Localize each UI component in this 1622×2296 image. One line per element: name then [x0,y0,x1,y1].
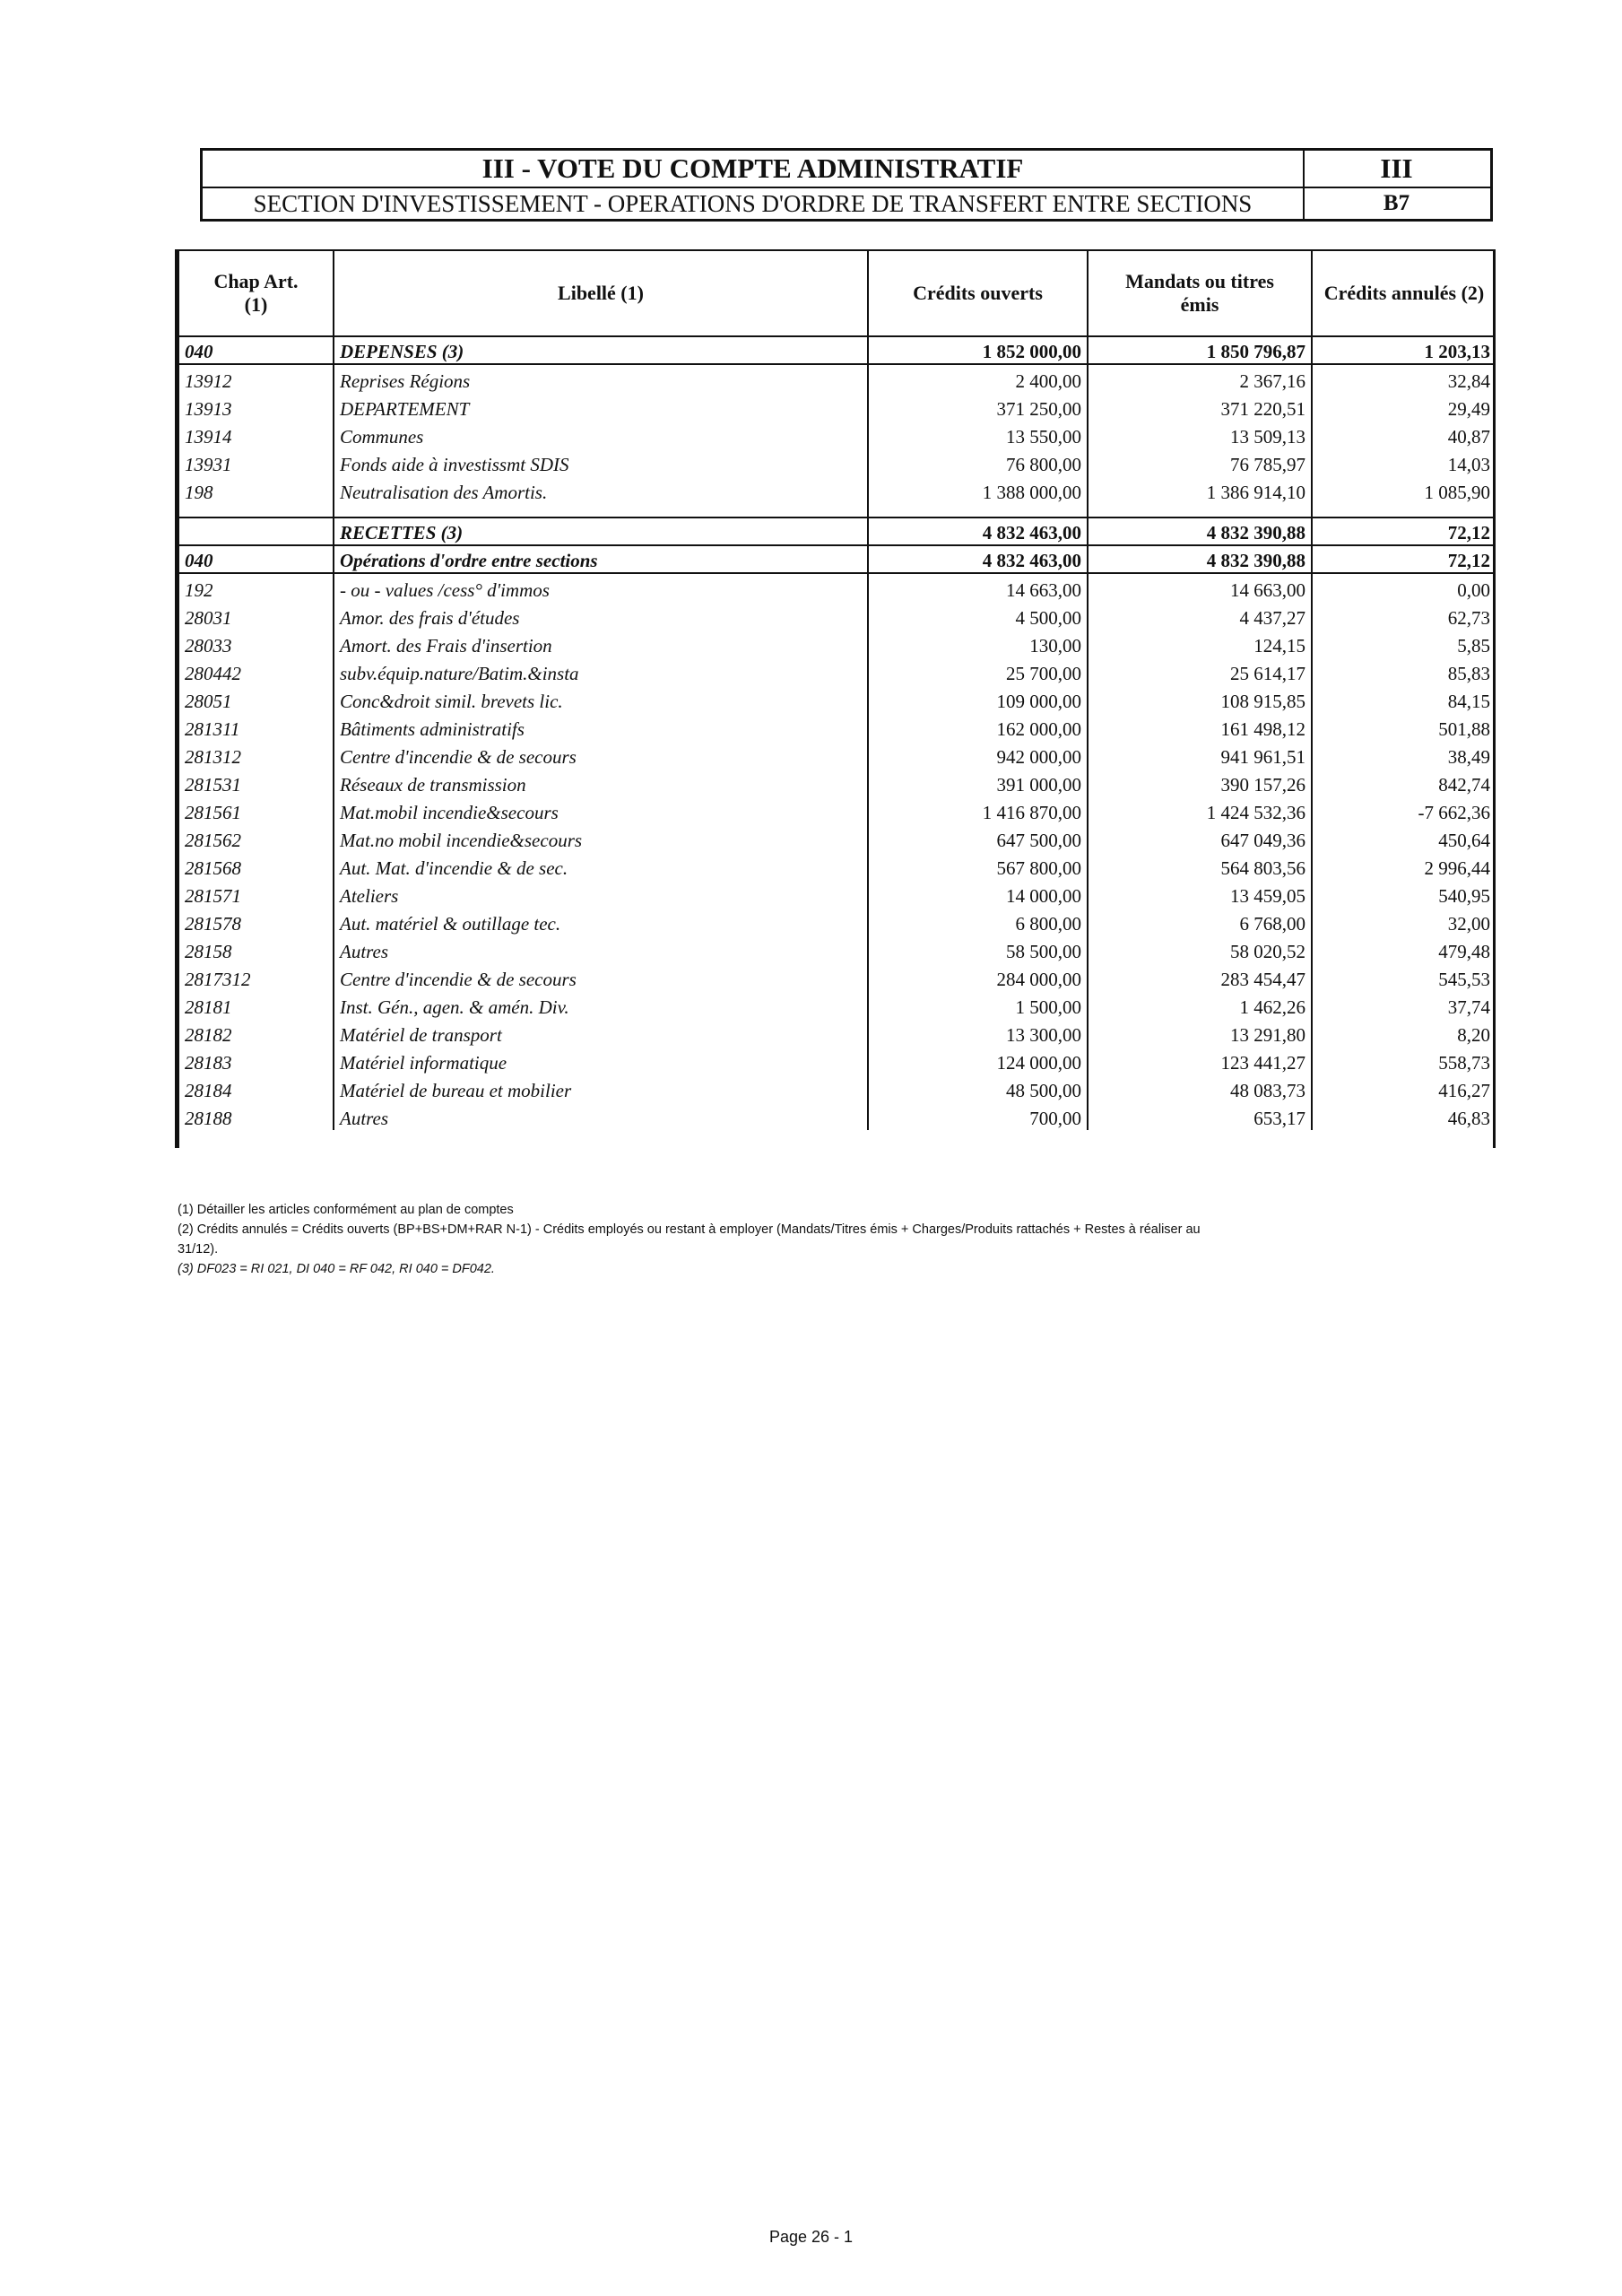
row-code: 28158 [179,935,334,963]
row-code: 281578 [179,908,334,935]
row-mandats: 1 386 914,10 [1088,476,1312,504]
row-ouverts: 391 000,00 [868,769,1088,796]
row-ouverts: 942 000,00 [868,741,1088,769]
table-row [179,991,1496,1019]
row-code: 13913 [179,393,334,421]
col-credits-ouverts: Crédits ouverts [868,251,1088,336]
row-ouverts: 700,00 [868,1102,1088,1130]
row-label: Matériel de transport [334,1019,868,1047]
page-number: Page 26 - 1 [768,2228,854,2246]
row-label: Neutralisation des Amortis. [334,476,868,504]
document-title: III - VOTE DU COMPTE ADMINISTRATIF [203,151,1303,188]
depenses-annules: 1 203,13 [1312,336,1496,364]
row-annules: 842,74 [1438,774,1490,796]
table-row [179,573,1496,602]
header-main [203,151,1305,219]
row-ouverts: 25 700,00 [868,657,1088,685]
footnotes [178,1200,1451,1279]
row-label: Autres [334,935,868,963]
row-mandats: 390 157,26 [1088,769,1312,796]
row-code: 281531 [179,769,334,796]
row-ouverts: 14 000,00 [868,880,1088,908]
page-code: B7 [1383,191,1410,215]
row-label: Conc&droit simil. brevets lic. [334,685,868,713]
operations-annules: 72,12 [1312,545,1496,573]
table-row [179,713,1496,741]
table-row [179,685,1496,713]
row-ouverts: 124 000,00 [868,1047,1088,1074]
row-mandats: 6 768,00 [1088,908,1312,935]
row-label: Centre d'incendie & de secours [334,963,868,991]
recettes-annules: 72,12 [1312,517,1496,545]
operations-ouverts: 4 832 463,00 [868,545,1088,573]
table-row [179,908,1496,935]
table-row [179,630,1496,657]
table-row [179,1047,1496,1074]
row-code: 28184 [179,1074,334,1102]
row-ouverts: 647 500,00 [868,824,1088,852]
row-ouverts: 1 388 000,00 [868,476,1088,504]
row-code: 281571 [179,880,334,908]
row-code: 28051 [179,685,334,713]
row-ouverts: 4 500,00 [868,602,1088,630]
row-code: 28033 [179,630,334,657]
row-ouverts: 284 000,00 [868,963,1088,991]
row-label: Reprises Régions [334,364,868,393]
row-mandats: 58 020,52 [1088,935,1312,963]
row-code: 28182 [179,1019,334,1047]
row-mandats: 4 437,27 [1088,602,1312,630]
row-label: Amort. des Frais d'insertion [334,630,868,657]
table-row [179,963,1496,991]
row-mandats: 25 614,17 [1088,657,1312,685]
row-code: 281311 [179,713,334,741]
row-annules: 46,83 [1447,1108,1490,1129]
row-label: subv.équip.nature/Batim.&insta [334,657,868,685]
table-row [179,1074,1496,1102]
row-label: Bâtiments administratifs [334,713,868,741]
row-annules: 29,49 [1447,398,1490,420]
row-annules: 501,88 [1438,718,1490,740]
row-ouverts: 13 550,00 [868,421,1088,448]
row-ouverts: 109 000,00 [868,685,1088,713]
row-annules: 5,85 [1457,635,1490,657]
table-row [179,1019,1496,1047]
table-row [179,935,1496,963]
table-row [179,657,1496,685]
row-mandats: 371 220,51 [1088,393,1312,421]
row-ouverts: 13 300,00 [868,1019,1088,1047]
row-mandats: 2 367,16 [1088,364,1312,393]
row-annules: 8,20 [1457,1024,1490,1046]
row-code: 28031 [179,602,334,630]
table-row [179,824,1496,852]
row-label: Matériel informatique [334,1047,868,1074]
operations-mandats: 4 832 390,88 [1088,545,1312,573]
row-annules: 37,74 [1447,996,1490,1018]
row-label: Centre d'incendie & de secours [334,741,868,769]
footnote-2-continued: 31/12). [178,1242,219,1257]
row-mandats: 13 459,05 [1088,880,1312,908]
row-annules: 450,64 [1438,830,1490,851]
table-row [179,421,1496,448]
row-mandats: 564 803,56 [1088,852,1312,880]
section-code: III [1303,151,1490,188]
recettes-total-row [179,517,1496,545]
col-mandats: Mandats ou titres émis [1088,251,1312,336]
row-code: 28183 [179,1047,334,1074]
row-label: Réseaux de transmission [334,769,868,796]
row-ouverts: 130,00 [868,630,1088,657]
row-ouverts: 58 500,00 [868,935,1088,963]
depenses-total-row [179,336,1496,364]
footnote-2: (2) Crédits annulés = Crédits ouverts (BP+BS+DM+RAR N-1) - Crédits employés ou restant à employer (Mandats/Titres émis + Charges/Produits rattachés + Restes à réaliser au [178,1222,1201,1237]
row-label: Inst. Gén., agen. & amén. Div. [334,991,868,1019]
recettes-mandats: 4 832 390,88 [1088,517,1312,545]
accounts-table-frame [175,249,1496,1148]
row-label: Aut. matériel & outillage tec. [334,908,868,935]
row-annules: 85,83 [1447,663,1490,684]
row-label: Ateliers [334,880,868,908]
row-mandats: 124,15 [1088,630,1312,657]
header-box [200,148,1493,222]
table-row [179,741,1496,769]
table-row [179,448,1496,476]
row-code: 13912 [179,364,334,393]
row-mandats: 1 462,26 [1088,991,1312,1019]
row-annules: 1 085,90 [1424,482,1490,503]
spacer-row [179,504,1496,517]
row-code: 198 [179,476,334,504]
col-libelle: Libellé (1) [334,251,868,336]
row-mandats: 13 509,13 [1088,421,1312,448]
operations-label: Opérations d'ordre entre sections [334,545,868,573]
accounts-table [179,251,1496,1130]
recettes-ouverts: 4 832 463,00 [868,517,1088,545]
table-row [179,393,1496,421]
row-code: 28188 [179,1102,334,1130]
row-code: 13931 [179,448,334,476]
depenses-code: 040 [179,336,334,364]
row-annules: 2 996,44 [1424,857,1490,879]
header-code [1303,151,1490,219]
row-code: 13914 [179,421,334,448]
operations-code: 040 [179,545,334,573]
table-row [179,852,1496,880]
row-code: 2817312 [179,963,334,991]
row-annules: 32,84 [1447,370,1490,392]
row-code: 28181 [179,991,334,1019]
row-mandats: 653,17 [1088,1102,1312,1130]
table-row [179,602,1496,630]
row-label: Autres [334,1102,868,1130]
row-code: 281562 [179,824,334,852]
row-mandats: 161 498,12 [1088,713,1312,741]
row-mandats: 123 441,27 [1088,1047,1312,1074]
col-chap: Chap Art. (1) [179,251,334,336]
row-mandats: 76 785,97 [1088,448,1312,476]
row-mandats: 647 049,36 [1088,824,1312,852]
table-row [179,880,1496,908]
row-mandats: 1 424 532,36 [1088,796,1312,824]
row-mandats: 13 291,80 [1088,1019,1312,1047]
row-annules: 62,73 [1447,607,1490,629]
row-annules: 32,00 [1447,913,1490,935]
table-row [179,796,1496,824]
row-annules: 40,87 [1447,426,1490,448]
row-mandats: 14 663,00 [1088,573,1312,602]
row-label: Mat.no mobil incendie&secours [334,824,868,852]
row-code: 192 [179,573,334,602]
row-annules: 0,00 [1457,579,1490,601]
row-mandats: 283 454,47 [1088,963,1312,991]
row-ouverts: 76 800,00 [868,448,1088,476]
row-ouverts: 162 000,00 [868,713,1088,741]
table-row [179,476,1496,504]
table-row [179,1102,1496,1130]
row-label: Aut. Mat. d'incendie & de sec. [334,852,868,880]
row-code: 281561 [179,796,334,824]
row-code: 281568 [179,852,334,880]
row-label: Fonds aide à investissmt SDIS [334,448,868,476]
depenses-label: DEPENSES (3) [334,336,868,364]
operations-total-row [179,545,1496,573]
depenses-mandats: 1 850 796,87 [1088,336,1312,364]
row-label: Mat.mobil incendie&secours [334,796,868,824]
recettes-label: RECETTES (3) [334,517,868,545]
row-annules: 540,95 [1438,885,1490,907]
row-ouverts: 2 400,00 [868,364,1088,393]
document-subtitle: SECTION D'INVESTISSEMENT - OPERATIONS D'ORDRE DE TRANSFERT ENTRE SECTIONS [253,190,1253,217]
row-ouverts: 1 416 870,00 [868,796,1088,824]
footnote-1: (1) Détailler les articles conformément au plan de comptes [178,1203,514,1217]
row-ouverts: 6 800,00 [868,908,1088,935]
row-label: - ou - values /cess° d'immos [334,573,868,602]
depenses-ouverts: 1 852 000,00 [868,336,1088,364]
row-annules: 84,15 [1447,691,1490,712]
row-annules: 416,27 [1438,1080,1490,1101]
table-row [179,769,1496,796]
row-annules: -7 662,36 [1418,802,1490,823]
row-code: 280442 [179,657,334,685]
row-ouverts: 1 500,00 [868,991,1088,1019]
row-label: Communes [334,421,868,448]
row-ouverts: 371 250,00 [868,393,1088,421]
col-credits-annules: Crédits annulés (2) [1323,282,1485,304]
row-annules: 38,49 [1447,746,1490,768]
row-mandats: 941 961,51 [1088,741,1312,769]
footnote-3: (3) DF023 = RI 021, DI 040 = RF 042, RI 040 = DF042. [178,1262,495,1276]
row-annules: 14,03 [1447,454,1490,475]
row-ouverts: 567 800,00 [868,852,1088,880]
table-row [179,364,1496,393]
row-mandats: 48 083,73 [1088,1074,1312,1102]
row-ouverts: 14 663,00 [868,573,1088,602]
row-code: 281312 [179,741,334,769]
row-label: Matériel de bureau et mobilier [334,1074,868,1102]
row-annules: 545,53 [1438,969,1490,990]
table-header-row [179,251,1496,336]
row-label: DEPARTEMENT [334,393,868,421]
row-mandats: 108 915,85 [1088,685,1312,713]
row-ouverts: 48 500,00 [868,1074,1088,1102]
row-label: Amor. des frais d'études [334,602,868,630]
row-annules: 558,73 [1438,1052,1490,1074]
row-annules: 479,48 [1438,941,1490,962]
